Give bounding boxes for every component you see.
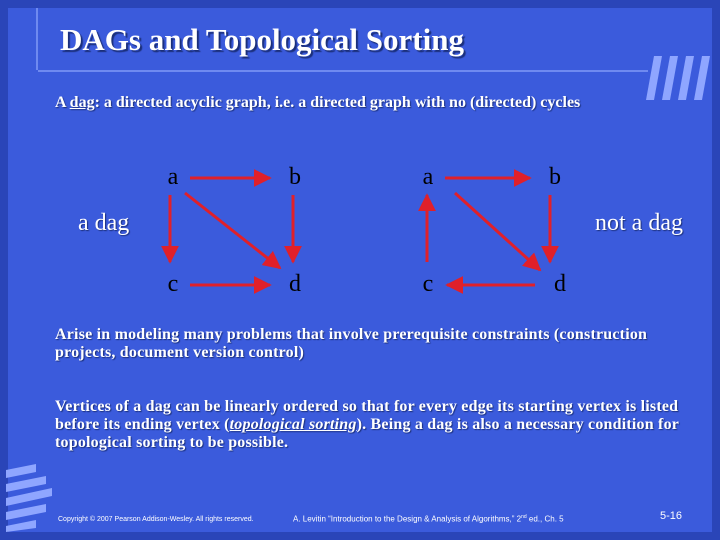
right-node-c: c [422, 271, 434, 297]
slide-title: DAGs and Topological Sorting [60, 22, 464, 57]
left-node-a: a [167, 164, 179, 190]
left-edge-a-d [185, 193, 280, 268]
definition-prefix: A [55, 94, 70, 111]
right-edge-b-d-diag [455, 193, 540, 270]
citation-text: A. Levitin “Introduction to the Design & Analysis of Algorithms,” 2 [293, 514, 522, 524]
page-number: 5-16 [660, 510, 683, 522]
definition-rest: : a directed acyclic graph, i.e. a directed graph with no (directed) cycles [94, 94, 581, 111]
paragraph2-before: Vertices of a dag can be linearly ordered so that for every edge its starting vertex is listed before its ending vertex ( [55, 398, 679, 433]
copyright-notice: Copyright © 2007 Pearson Addison-Wesley. All rights reserved. [58, 516, 254, 523]
not-dag-label: not a dag [595, 210, 683, 236]
citation [293, 514, 564, 524]
topological-sorting-term: topological sorting [229, 416, 357, 433]
paragraph2-after: ). Being a dag is also a necessary condition for topological sorting to be possible. [55, 416, 679, 451]
definition-term: dag [69, 94, 95, 111]
topological-sorting-paragraph [55, 398, 695, 452]
right-node-a: a [422, 164, 434, 190]
applications-paragraph: Arise in modeling many problems that involve prerequisite constraints (construction projects, document version control) [55, 326, 648, 361]
citation-end: ed., Ch. 5 [526, 514, 564, 524]
left-node-c: c [167, 271, 179, 297]
right-node-b: b [549, 164, 561, 190]
left-node-d: d [289, 271, 301, 297]
left-node-b: b [289, 164, 301, 190]
dag-label: a dag [78, 210, 130, 236]
citation-sup: nd [521, 514, 527, 520]
right-node-d: d [554, 271, 566, 297]
